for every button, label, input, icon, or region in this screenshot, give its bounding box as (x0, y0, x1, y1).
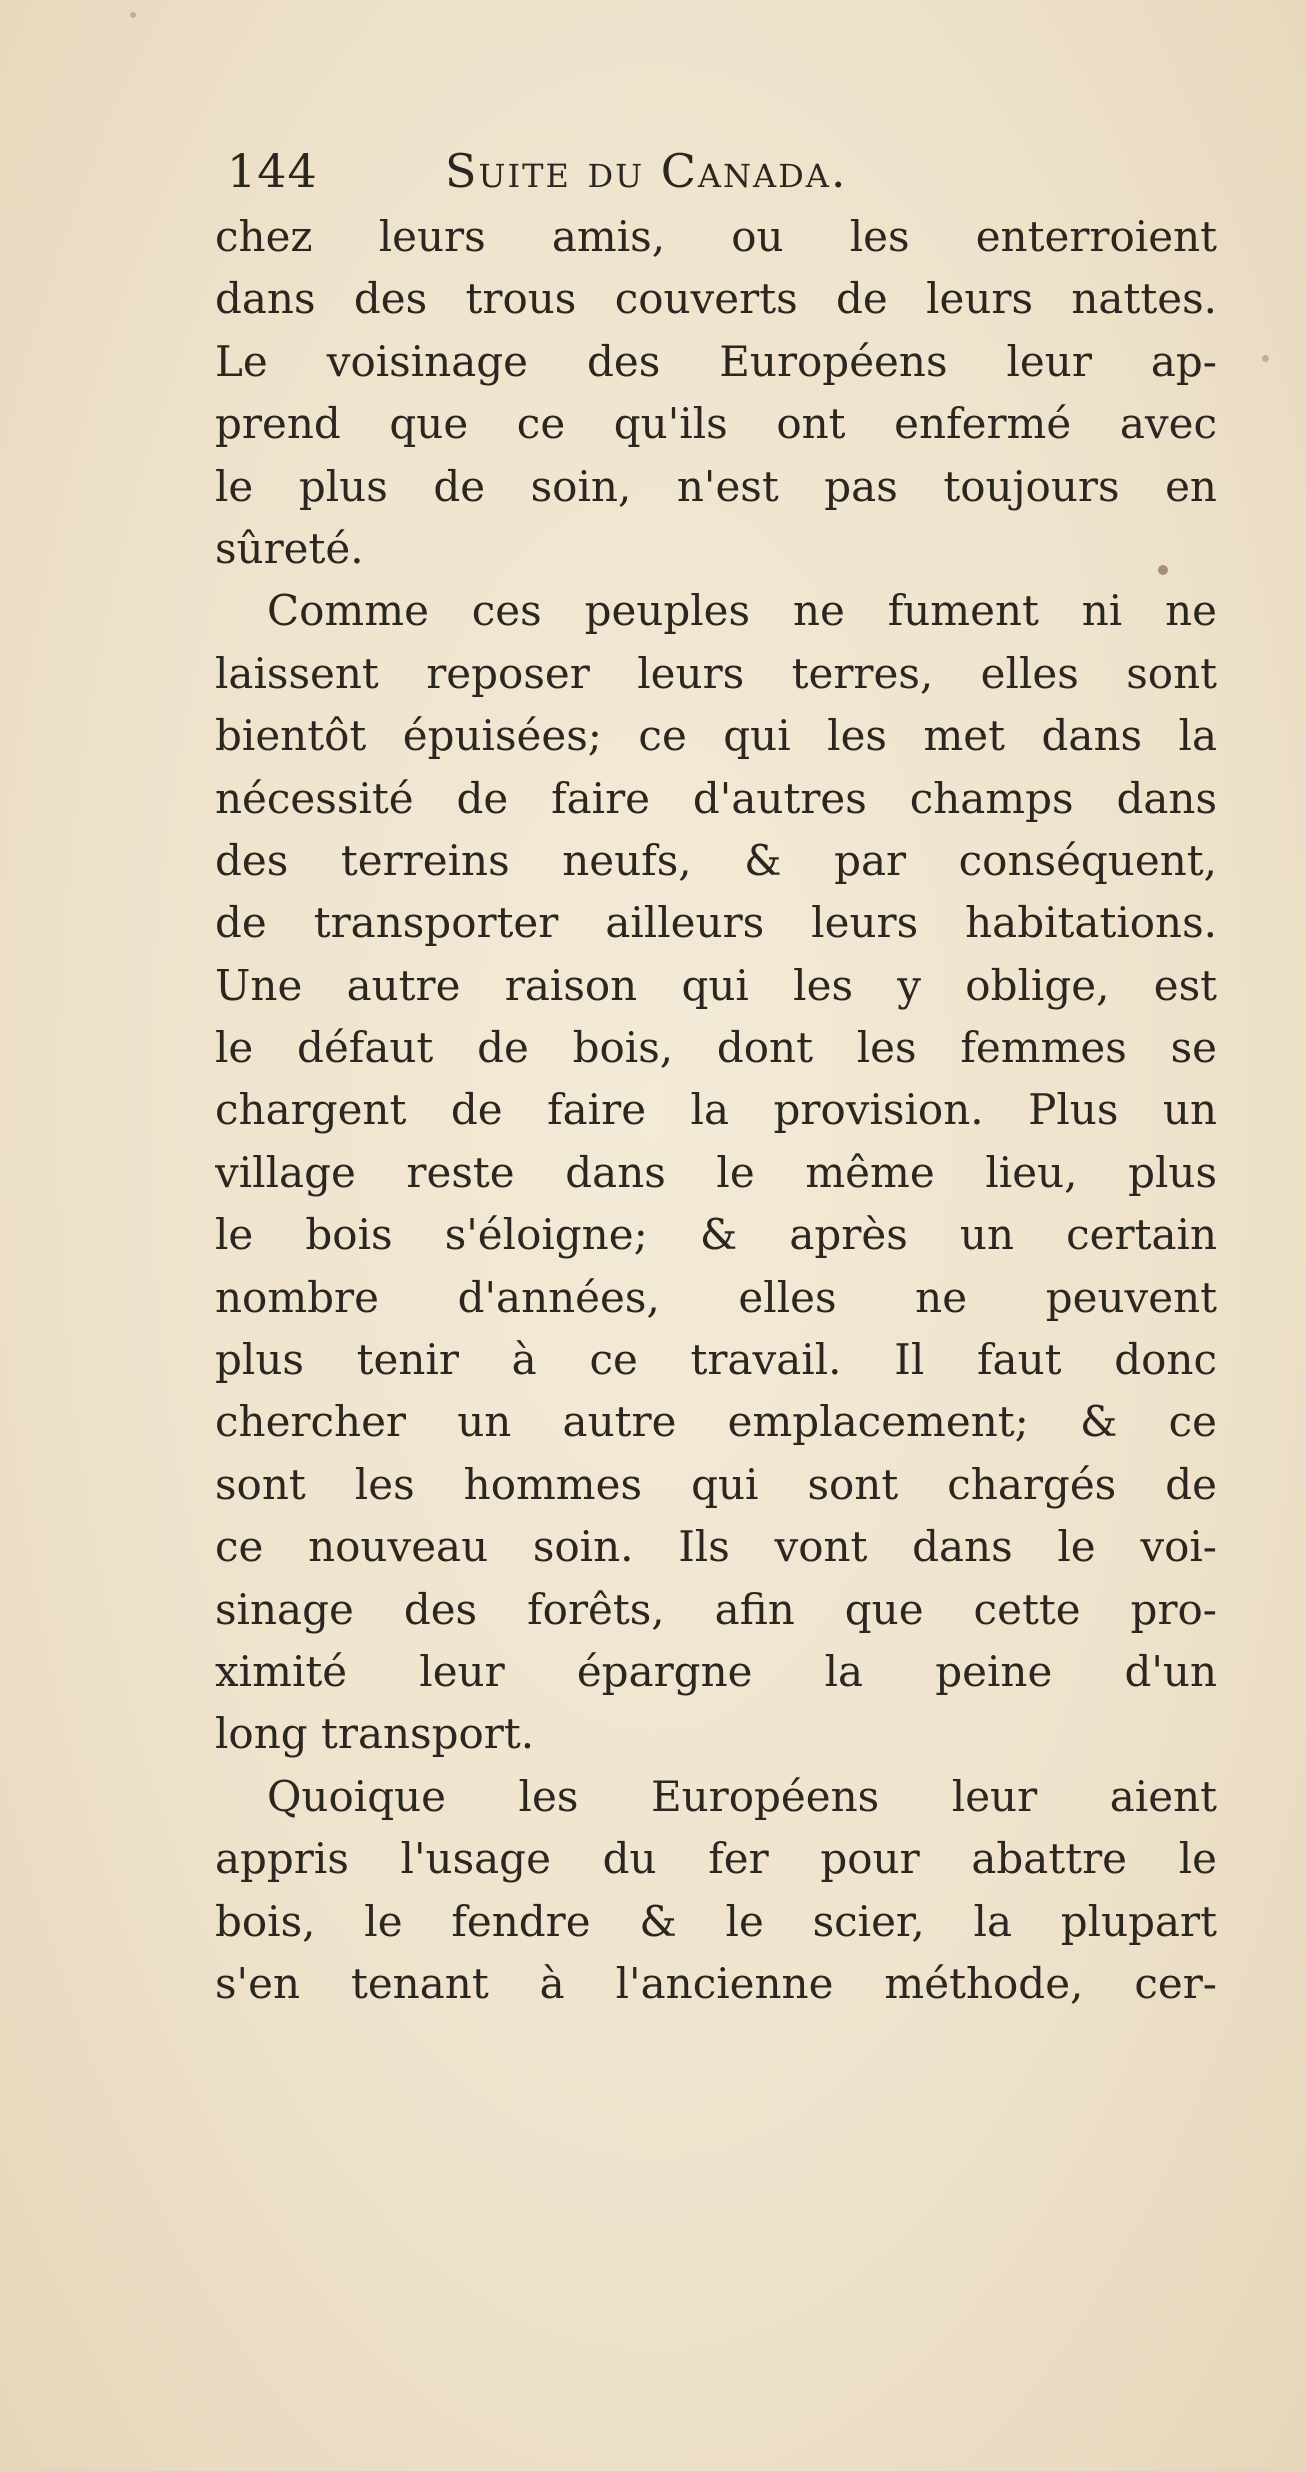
text-line: prend que ce qu'ils ont enfermé avec (215, 399, 1217, 449)
text-line: plus tenir à ce travail. Il faut donc (215, 1335, 1217, 1385)
text-line: village reste dans le même lieu, plus (215, 1147, 1217, 1197)
text-line: chargent de faire la provision. Plus un (215, 1085, 1217, 1135)
text-line: sont les hommes qui sont chargés de (215, 1459, 1217, 1509)
text-line: s'en tenant à l'ancienne méthode, cer- (215, 1958, 1217, 2008)
running-header (215, 140, 1217, 202)
text-line: Une autre raison qui les y oblige, est (215, 960, 1217, 1010)
text-line: le plus de soin, n'est pas toujours en (215, 461, 1217, 511)
text-line: chercher un autre emplacement; & ce (215, 1397, 1217, 1447)
text-line: appris l'usage du fer pour abattre le (215, 1834, 1217, 1884)
text-line: ce nouveau soin. Ils vont dans le voi- (215, 1522, 1217, 1572)
page-text (215, 140, 1217, 2015)
text-line: Quoique les Européens leur aient (267, 1771, 1217, 1821)
text-line: long transport. (215, 1709, 535, 1759)
text-line: chez leurs amis, ou les enterroient (215, 212, 1217, 261)
paper-speck (1262, 355, 1269, 362)
text-line: le défaut de bois, dont les femmes se (215, 1023, 1217, 1073)
paper-speck (130, 12, 136, 18)
text-line: sinage des forêts, afin que cette pro- (215, 1584, 1217, 1634)
text-line: bientôt épuisées; ce qui les met dans la (215, 711, 1217, 761)
text-line: dans des trous couverts de leurs nattes. (215, 274, 1217, 324)
text-line: Le voisinage des Européens leur ap- (215, 336, 1217, 386)
text-line: sûreté. (215, 523, 364, 573)
text-line: nécessité de faire d'autres champs dans (215, 773, 1217, 823)
text-line: bois, le fendre & le scier, la plupart (215, 1896, 1217, 1946)
running-title: Suite du Canada. (445, 144, 848, 198)
text-line: ximité leur épargne la peine d'un (215, 1646, 1217, 1696)
text-line: des terreins neufs, & par conséquent, (215, 835, 1217, 885)
text-line: de transporter ailleurs leurs habitations. (215, 898, 1217, 948)
page-number: 144 (227, 144, 318, 198)
text-line: laissent reposer leurs terres, elles sont (215, 648, 1217, 698)
body-text (215, 206, 1217, 2015)
text-line: nombre d'années, elles ne peuvent (215, 1272, 1217, 1322)
text-line: le bois s'éloigne; & après un certain (215, 1210, 1217, 1260)
text-line: Comme ces peuples ne fument ni ne (267, 586, 1217, 636)
